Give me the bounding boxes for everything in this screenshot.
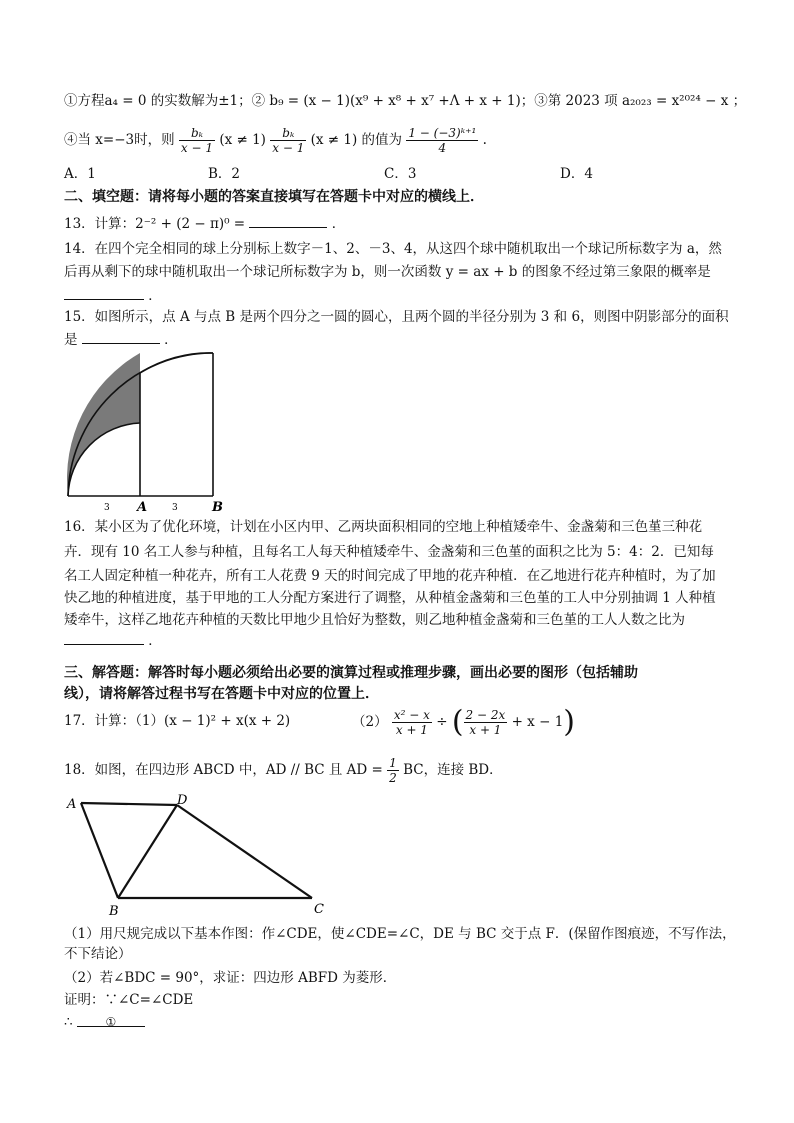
q18-intro-post: BC，连接 BD． — [403, 762, 503, 778]
q12-item4-prefix: ④当 x=−3时，则 — [64, 132, 175, 148]
q18-half-fraction: $\frac{1}{2}$ — [389, 756, 397, 785]
q18-part-1-line-1: （1）用尺规完成以下基本作图：作∠CDE，使∠CDE=∠C，DE 与 BC 交于点 F．(保留作图痕迹，不写作法， — [64, 926, 736, 942]
q12-item4 — [64, 119, 754, 161]
section-3-line-1: 三、解答题：解答时每小题必须给出必要的演算过程或推理步骤，画出必要的图形（包括辅助 — [64, 665, 638, 681]
q17-tail: + x − 1 — [511, 714, 564, 730]
q14-answer — [64, 285, 754, 306]
label-b: B — [109, 904, 119, 919]
q16-line-1: 16．某小区为了优化环境，计划在小区内甲、乙两块面积相同的空地上种植矮牵牛、金盏菊和三色堇三种花 — [64, 519, 703, 535]
q15-line-2-text: 是 — [64, 332, 78, 348]
q13 — [64, 213, 754, 234]
q18-proof: 证明：∵∠C=∠CDE — [64, 992, 194, 1008]
q17-fraction-1: $\frac{\text{x² − x}}{x + 1}$ — [393, 708, 430, 737]
label-a: A — [67, 797, 77, 812]
label-c: C — [314, 902, 324, 917]
q18-intro — [64, 752, 754, 788]
q14-line-2: 后再从剩下的球中随机取出一个球记所标数字为 b，则一次函数 y = ax + b 的图象不经过第三象限的概率是 — [64, 264, 711, 280]
q15-end: ． — [164, 332, 178, 348]
inner-arc — [140, 353, 213, 373]
q12-items-line: ①方程a₄ = 0 的实数解为±1；② b₉ = (x − 1)(x⁹ + x⁸ + x⁷ +Λ + x + 1)；③第 2023 项 a₂₀₂₃ = x²⁰²⁴ − x ； — [64, 93, 747, 109]
q13-text: 13．计算：2⁻² + (2 − π)⁰ = — [64, 216, 246, 232]
q12-fraction-3: $\frac{\text{1 − (−3)ᵏ⁺¹}}{4}$ — [408, 126, 477, 155]
q12-fraction-1: $\frac{\text{bₖ}}{x - 1}$ — [180, 126, 214, 155]
q15-answer-blank — [82, 329, 160, 344]
q12-condition-1: (x ≠ 1) — [219, 132, 266, 148]
edge-dc — [177, 805, 312, 898]
q12-condition-2: (x ≠ 1) 的值为 — [310, 132, 403, 148]
q14-answer-blank — [64, 285, 144, 300]
q16-line-4: 快乙地的种植进度，基于甲地的工人分配方案进行了调整，从种植金盏菊和三色堇的工人中分别抽调 1 人种植 — [64, 590, 716, 606]
q16-line-2: 卉．现有 10 名工人参与种植，且每名工人每天种植矮牵牛、金盏菊和三色堇的面积之比为 5：4：2．已知每 — [64, 544, 714, 560]
q18-intro-pre: 18．如图，在四边形 ABCD 中，AD // BC 且 AD = — [64, 762, 383, 778]
label-seg-2: 3 — [172, 503, 178, 513]
q17-fraction-2: $\frac{2 - 2x}{x + 1}$ — [465, 708, 506, 737]
q16-end: ． — [148, 633, 162, 649]
q17-part-2-label: （2） — [352, 714, 388, 730]
section-3-line-2: 线），请将解答过程书写在答题卡中对应的位置上． — [64, 686, 379, 702]
option-d: D．4 — [560, 166, 593, 182]
q18-part-2: （2）若∠BDC = 90°，求证：四边形 ABFD 为菱形． — [64, 970, 397, 986]
edge-ad — [81, 803, 177, 805]
q17-part-1: 17．计算：（1）(x − 1)² + x(x + 2) — [64, 713, 291, 729]
q18-therefore — [64, 1012, 754, 1032]
q16-answer — [64, 630, 754, 651]
therefore-sign: ∴ — [64, 1014, 73, 1030]
q16-line-3: 名工人固定种植一种花卉，所有工人花费 9 天的时间完成了甲地的花卉种植．在乙地进行花卉种植时，为了加 — [64, 568, 716, 584]
q16-answer-blank — [64, 630, 144, 645]
q18-part-1-line-2: 不下结论） — [64, 946, 132, 962]
q12-end: . — [482, 132, 487, 148]
q17-divide-sign: ÷ — [436, 714, 448, 730]
option-a: A．1 — [64, 166, 96, 182]
q14-line-1: 14．在四个完全相同的球上分别标上数字－1、2、－3、4，从这四个球中随机取出一个球记所标数字为 a，然 — [64, 241, 722, 257]
q16-line-5: 矮牵牛，这样乙地花卉种植的天数比甲地少且恰好为整数，则乙地种植金盏菊和三色堇的工人人数之比为 — [64, 612, 685, 628]
label-d: D — [177, 793, 188, 808]
diagonal-bd — [118, 805, 177, 898]
q13-end: ． — [331, 216, 346, 232]
edge-ab — [81, 803, 118, 898]
proof-blank-1: ① — [77, 1012, 145, 1027]
q14-end: ． — [148, 288, 162, 304]
q15-figure — [60, 348, 240, 518]
q13-answer-blank — [249, 213, 327, 228]
q17-part-2: （2） $\frac{\text{x² − x}}{x + 1}$ ÷ ( $\frac{2 - 2x}{x + 1}$ + x − 1) — [352, 704, 575, 740]
section-2-heading: 二、填空题：请将每小题的答案直接填写在答题卡中对应的横线上． — [64, 189, 484, 205]
option-c: C．3 — [384, 166, 417, 182]
q15-line-1: 15．如图所示，点 A 与点 B 是两个四分之一圆的圆心，且两个圆的半径分别为 3 和 6，则图中阴影部分的面积 — [64, 309, 729, 325]
q12-fraction-2: $\frac{\text{bₖ}}{x - 1}$ — [272, 126, 305, 155]
q18-figure — [60, 788, 340, 924]
label-point-b: B — [212, 500, 223, 515]
q15-line-2 — [64, 329, 754, 350]
label-point-a: A — [137, 500, 148, 515]
label-seg-1: 3 — [104, 503, 110, 513]
option-b: B．2 — [208, 166, 241, 182]
